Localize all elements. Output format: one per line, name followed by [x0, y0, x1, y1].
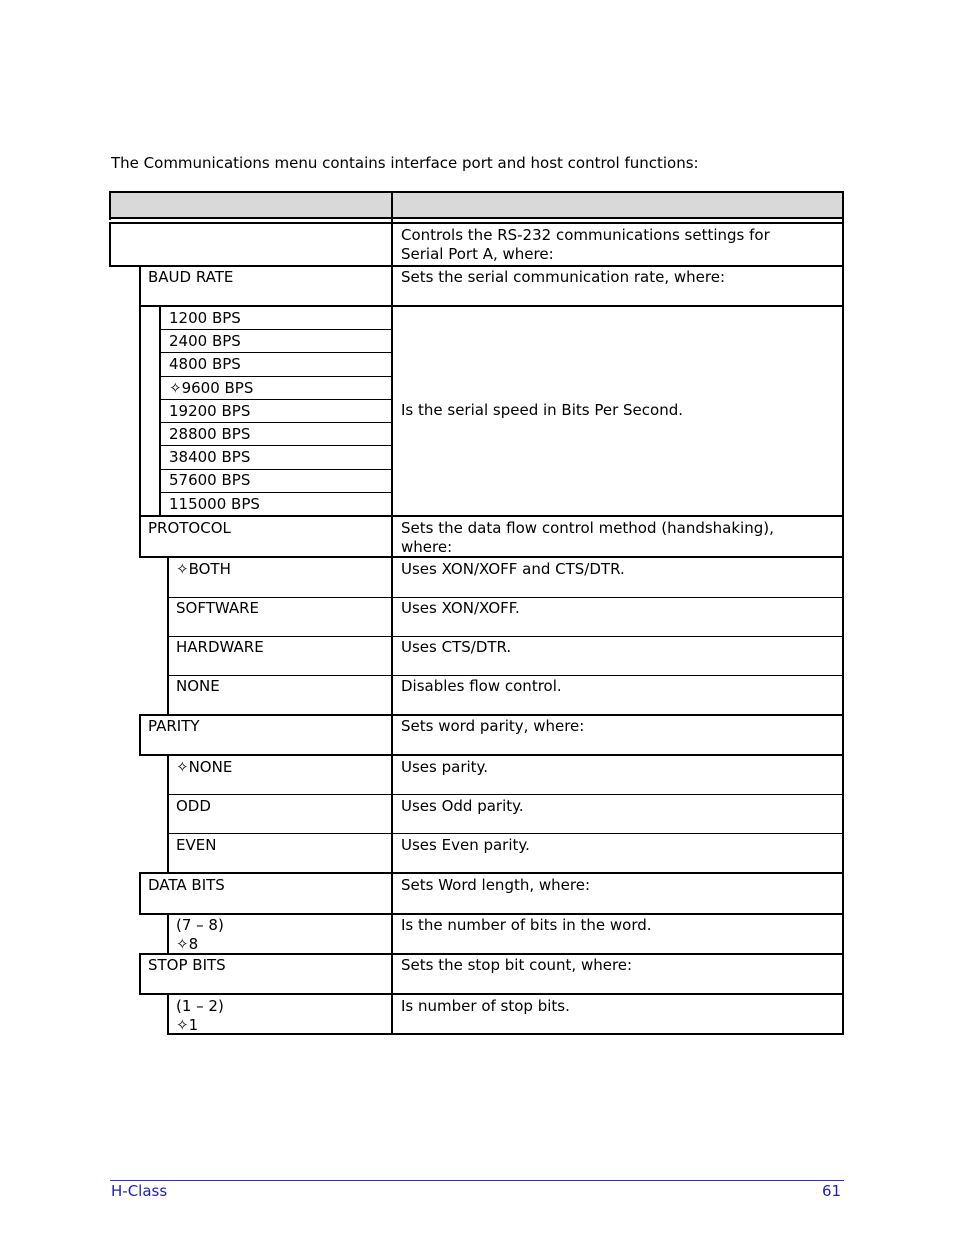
protocol-option: HARDWARE — [176, 638, 264, 656]
parity-description: Sets word parity, where: — [401, 717, 585, 735]
stop-bits-option-description: Is number of stop bits. — [401, 997, 570, 1015]
stop-bits-description: Sets the stop bit count, where: — [401, 956, 633, 974]
section-description: Controls the RS-232 communications settings for Serial Port A, where: — [401, 226, 770, 263]
footer-product-name: H-Class — [111, 1182, 168, 1200]
protocol-option: SOFTWARE — [176, 599, 260, 617]
protocol-description: Sets the data flow control method (handshaking), where: — [401, 519, 774, 556]
protocol-option-description: Disables flow control. — [401, 677, 562, 695]
protocol-label: PROTOCOL — [148, 519, 231, 537]
table-header-row — [111, 193, 842, 217]
protocol-option-default: ✧BOTH — [176, 560, 231, 578]
baud-option: 2400 BPS — [169, 332, 241, 350]
parity-option: EVEN — [176, 836, 217, 854]
baud-option: 115000 BPS — [169, 495, 260, 513]
parity-option-description: Uses parity. — [401, 758, 489, 776]
data-bits-option: (7 – 8) ✧8 — [176, 916, 224, 953]
baud-rate-description: Sets the serial communication rate, where: — [401, 268, 726, 286]
parity-option-default: ✧NONE — [176, 758, 233, 776]
intro-paragraph: The Communications menu contains interface port and host control functions: — [111, 154, 699, 172]
baud-options-description: Is the serial speed in Bits Per Second. — [401, 401, 683, 419]
footer-rule — [110, 1180, 844, 1181]
baud-option: 28800 BPS — [169, 425, 251, 443]
protocol-option: NONE — [176, 677, 220, 695]
parity-option-description: Uses Even parity. — [401, 836, 530, 854]
footer-page-number: 61 — [822, 1182, 842, 1200]
stop-bits-option: (1 – 2) ✧1 — [176, 997, 224, 1034]
parity-option: ODD — [176, 797, 211, 815]
baud-option: 57600 BPS — [169, 471, 251, 489]
protocol-option-description: Uses XON/XOFF. — [401, 599, 520, 617]
parity-label: PARITY — [148, 717, 200, 735]
data-bits-label: DATA BITS — [148, 876, 225, 894]
parity-option-description: Uses Odd parity. — [401, 797, 524, 815]
stop-bits-label: STOP BITS — [148, 956, 226, 974]
data-bits-description: Sets Word length, where: — [401, 876, 591, 894]
baud-option: 1200 BPS — [169, 309, 241, 327]
protocol-option-description: Uses XON/XOFF and CTS/DTR. — [401, 560, 625, 578]
data-bits-option-description: Is the number of bits in the word. — [401, 916, 652, 934]
baud-rate-label: BAUD RATE — [148, 268, 234, 286]
baud-option: 19200 BPS — [169, 402, 251, 420]
protocol-option-description: Uses CTS/DTR. — [401, 638, 512, 656]
baud-option: 38400 BPS — [169, 448, 251, 466]
baud-option: 4800 BPS — [169, 355, 241, 373]
baud-option-default: ✧9600 BPS — [169, 379, 254, 397]
